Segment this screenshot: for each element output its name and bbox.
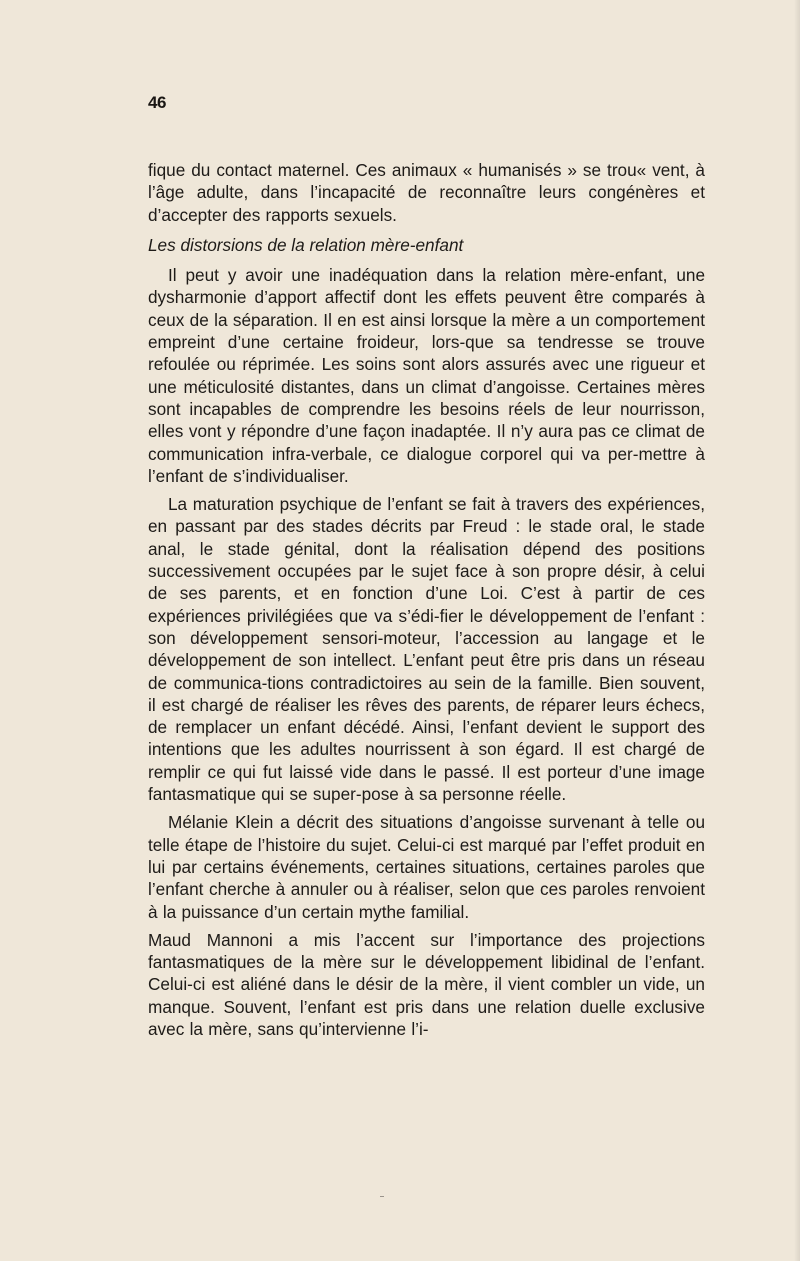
body-text xyxy=(148,159,705,1046)
paragraph: Maud Mannoni a mis l’accent sur l’importance des projections fantasmatiques de la mère sur le développement libidinal de l’enfant. Celui-ci est aliéné dans le désir de la mère, il vient combler un vide, un manque. Souvent, l’enfant est pris dans une relation duelle exclusive avec la mère, sans qu’intervienne l’i- xyxy=(148,929,705,1039)
paragraph: La maturation psychique de l’enfant se fait à travers des expériences, en passant par des stades décrits par Freud : le stade oral, le stade anal, le stade génital, dont la réalisation dépend des positions successivement occupées par le sujet face à son propre désir, à celui de ses parents, et en fonction d’une Loi. C’est à partir de ces expériences privilégiées que va s’édi-fier le développement de l’enfant : son développement sensori-moteur, l’accession au langage et le développement de son intellect. L’enfant peut être pris dans un réseau de communica-tions contradictoires au sein de la famille. Bien souvent, il est chargé de réaliser les rêves des parents, de réparer leurs échecs, de remplacer un enfant décédé. Ainsi, l’enfant devient le support des intentions que les adultes nourrissent à son égard. Il est chargé de remplir ce qui fut laissé vide dans le passé. Il est porteur d’une image fantasmatique qui se super-pose à sa personne réelle. xyxy=(148,494,705,805)
page-number: 46 xyxy=(148,93,166,112)
paragraph-continuation: fique du contact maternel. Ces animaux « humanisés » se trou« vent, à l’âge adulte, dans l’incapacité de reconnaître leurs congénères et d’accepter des rapports sexuels. xyxy=(148,160,705,225)
footer-mark xyxy=(380,1196,384,1197)
page-edge-shadow xyxy=(794,0,800,1261)
section-heading: Les distorsions de la relation mère-enfant xyxy=(148,234,464,255)
paragraph: Mélanie Klein a décrit des situations d’angoisse survenant à telle ou telle étape de l’histoire du sujet. Celui-ci est marqué par l’effet produit en lui par certains événements, certaines situations, certaines paroles que l’enfant cherche à annuler ou à réaliser, selon que ces paroles renvoient à la puissance d’un certain mythe familial. xyxy=(148,812,705,922)
paragraph: Il peut y avoir une inadéquation dans la relation mère-enfant, une dysharmonie d’apport affectif dont les effets peuvent être comparés à ceux de la séparation. Il en est ainsi lorsque la mère a un comportement empreint d’une certaine froideur, lors-que sa tendresse se trouve refoulée ou réprimée. Les soins sont alors assurés avec une rigueur et une méticulosité distantes, dans un climat d’angoisse. Certaines mères sont incapables de comprendre les besoins réels de leur nourrisson, elles vont y répondre d’une façon inadaptée. Il n’y aura pas ce climat de communication infra-verbale, ce dialogue corporel qui va per-mettre à l’enfant de s’individualiser. xyxy=(148,265,705,486)
